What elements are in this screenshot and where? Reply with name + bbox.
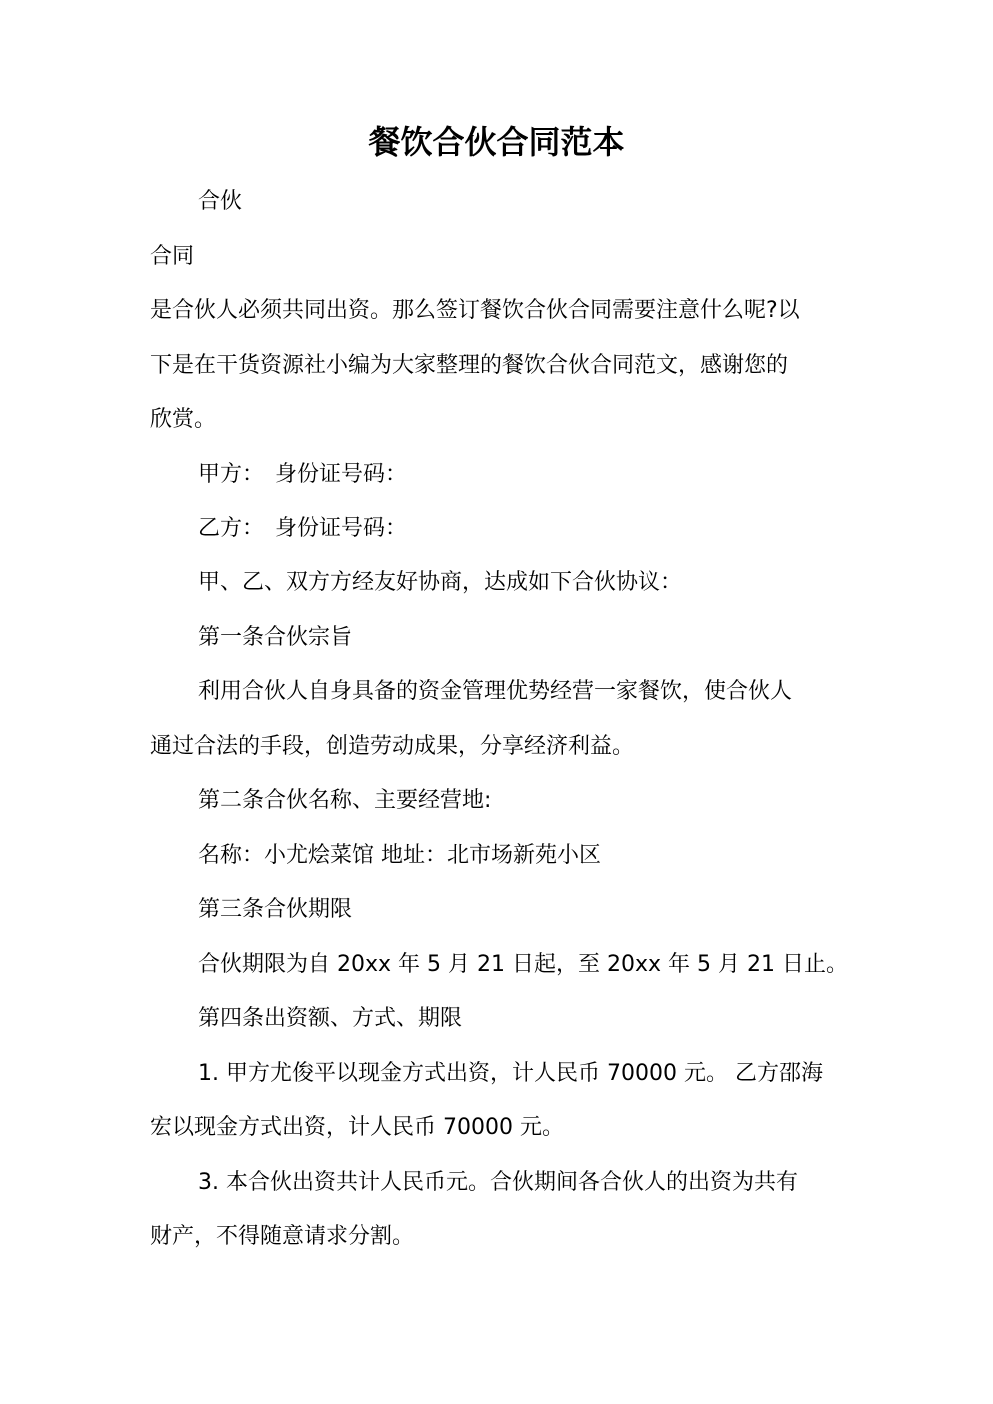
agreement-line: 甲、乙、双方方经友好协商，达成如下合伙协议： — [198, 570, 683, 595]
article-1-heading: 第一条合伙宗旨 — [198, 625, 353, 650]
intro-line-4: 下是在干货资源社小编为大家整理的餐饮合伙合同范文，感谢您的 — [150, 353, 789, 378]
intro-line-3: 是合伙人必须共同出资。那么签订餐饮合伙合同需要注意什么呢?以 — [150, 298, 800, 323]
intro-line-5: 欣赏。 — [150, 407, 217, 432]
article-2-body: 名称：小尤烩菜馆 地址：北市场新苑小区 — [198, 843, 601, 868]
article-4-item-3-line-2: 财产，不得随意请求分割。 — [150, 1224, 415, 1249]
intro-line-1: 合伙 — [198, 189, 243, 214]
article-4-item-1-line-2: 宏以现金方式出资，计人民币 70000 元。 — [150, 1115, 564, 1140]
article-4-heading: 第四条出资额、方式、期限 — [198, 1006, 463, 1031]
article-2-heading: 第二条合伙名称、主要经营地: — [198, 788, 492, 813]
article-3-heading: 第三条合伙期限 — [198, 897, 353, 922]
party-b-line: 乙方： 身份证号码： — [198, 516, 408, 541]
document-title: 餐饮合伙合同范本 — [368, 123, 625, 161]
article-4-item-3-line-1: 3. 本合伙出资共计人民币元。合伙期间各合伙人的出资为共有 — [198, 1170, 798, 1195]
intro-line-2: 合同 — [150, 244, 195, 269]
article-4-item-1-line-1: 1. 甲方尤俊平以现金方式出资，计人民币 70000 元。 乙方邵海 — [198, 1061, 823, 1086]
article-1-body-2: 通过合法的手段，创造劳动成果，分享经济利益。 — [150, 734, 635, 759]
article-3-body: 合伙期限为自 20xx 年 5 月 21 日起，至 20xx 年 5 月 21 日止。 — [198, 952, 848, 977]
article-1-body-1: 利用合伙人自身具备的资金管理优势经营一家餐饮，使合伙人 — [198, 679, 793, 704]
party-a-line: 甲方： 身份证号码： — [198, 462, 408, 487]
